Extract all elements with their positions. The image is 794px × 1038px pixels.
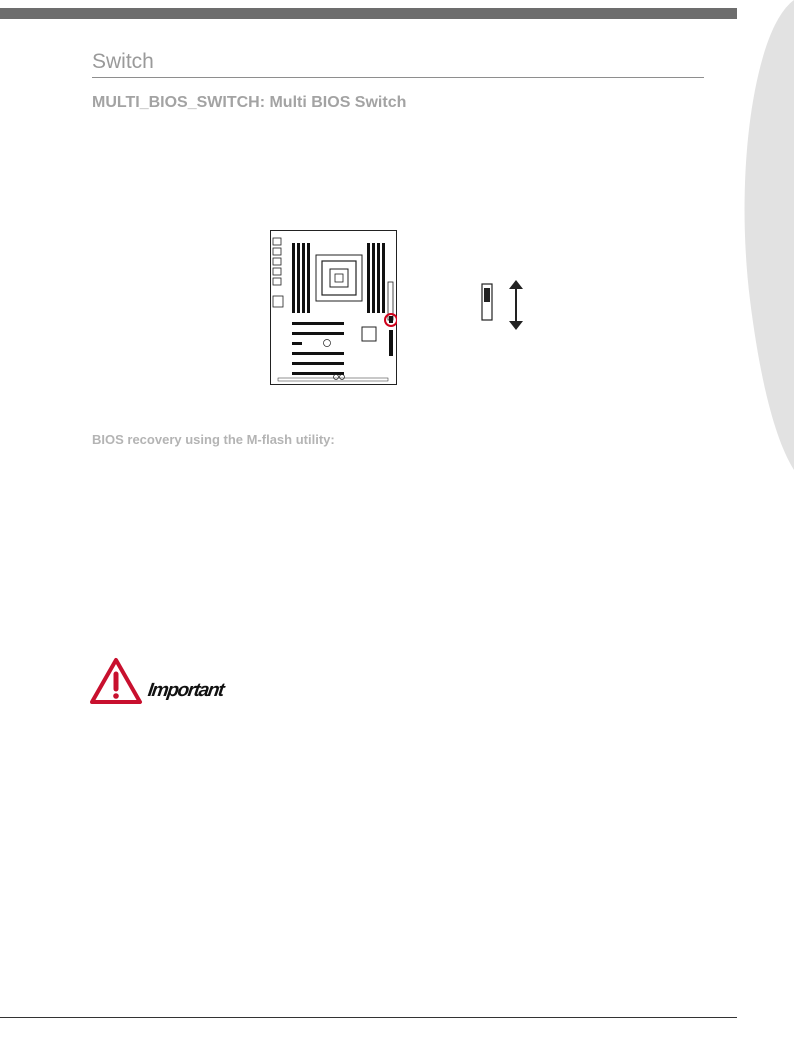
bios-recovery-heading: BIOS recovery using the M-flash utility:: [92, 432, 335, 447]
bios-switch-illustration: [476, 278, 536, 334]
header-bar: [0, 8, 737, 19]
chapter-side-tab: [735, 0, 794, 470]
important-label: Important: [146, 680, 225, 701]
title-underline: [92, 77, 704, 78]
motherboard-diagram: [270, 230, 397, 385]
warning-triangle-icon: [88, 656, 144, 706]
footer-rule: [0, 1017, 737, 1018]
double-arrow-icon: [509, 280, 523, 330]
slide-switch-knob: [484, 288, 490, 302]
switch-subtitle: MULTI_BIOS_SWITCH: Multi BIOS Switch: [92, 94, 407, 111]
section-title: Switch: [92, 50, 154, 73]
